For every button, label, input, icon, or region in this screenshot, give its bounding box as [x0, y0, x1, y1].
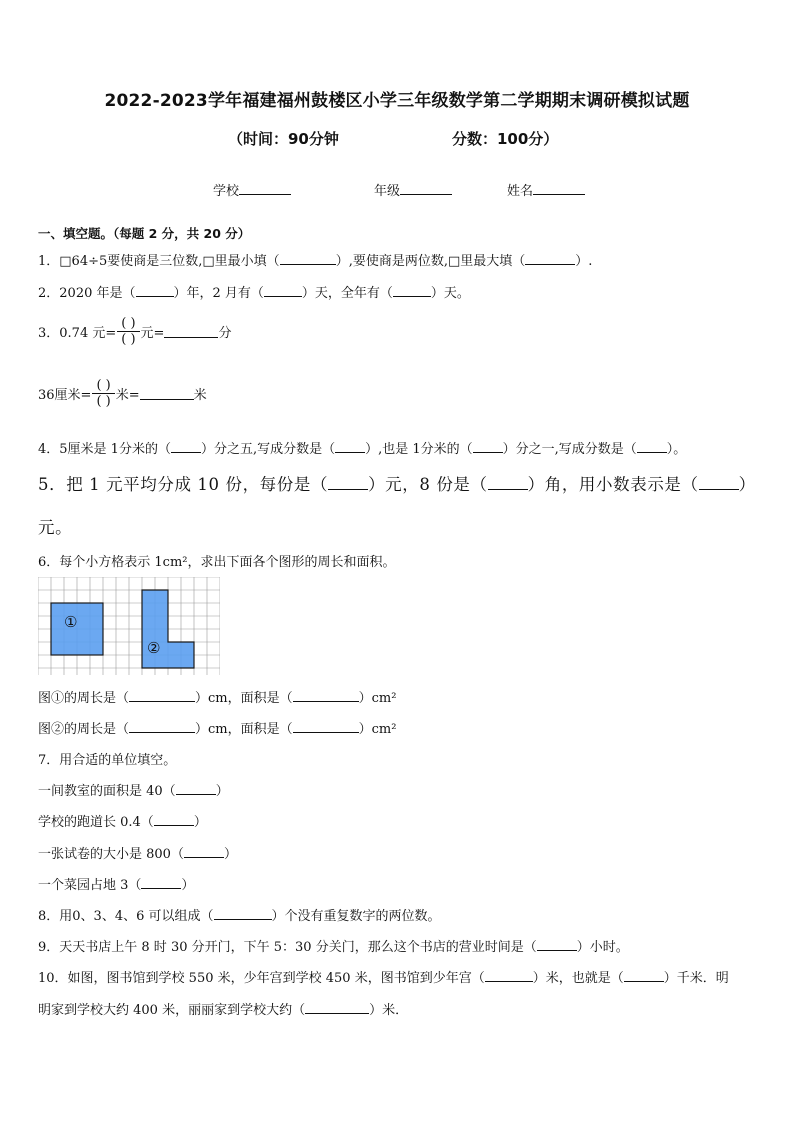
- exam-score: 分数：100分）: [452, 130, 559, 148]
- q10-blank-1[interactable]: [485, 969, 533, 982]
- q7b-text: 学校的跑道长 0.4（: [38, 815, 154, 830]
- q6-l2-text-c: ）cm²: [358, 722, 397, 737]
- question-5-continued: 元。: [38, 518, 73, 537]
- q6-area-1-blank[interactable]: [293, 689, 359, 702]
- section-fill-in-title: 一、填空题。（每题 2 分，共 20 分）: [38, 226, 251, 241]
- q5-text-c: ）角，用小数表示是（: [527, 475, 699, 494]
- question-6: 6．每个小方格表示 1cm²，求出下面各个图形的周长和面积。: [38, 555, 396, 570]
- q2-text-d: ）天。: [430, 286, 470, 301]
- q3b-text-c: 米: [193, 388, 207, 403]
- school-label: 学校: [213, 184, 240, 199]
- q2-blank-3[interactable]: [393, 284, 431, 297]
- question-10: [38, 967, 729, 986]
- question-7c: [38, 843, 237, 862]
- exam-time: （时间：90分钟: [228, 130, 339, 148]
- q7b-close: ）: [193, 815, 207, 830]
- q4-text-b: ）分之五,写成分数是（: [200, 442, 336, 457]
- grade-line: [400, 182, 452, 195]
- question-1: [38, 250, 592, 269]
- question-7a: [38, 780, 229, 799]
- q6-perimeter-1-blank[interactable]: [129, 689, 195, 702]
- q6-l1-text-a: 图①的周长是（: [38, 691, 130, 706]
- q2-blank-1[interactable]: [136, 284, 174, 297]
- q3-blank[interactable]: [164, 325, 218, 338]
- q9-text-a: 9．天天书店上午 8 时 30 分开门，下午 5：30 分关门，那么这个书店的营业时间是（: [38, 940, 537, 955]
- question-4: [38, 438, 686, 457]
- q2-text-c: ）天，全年有（: [301, 286, 393, 301]
- q3-denominator: ( ): [121, 332, 136, 347]
- q5-text-a: 5．把 1 元平均分成 10 份，每份是（: [38, 475, 329, 494]
- grade-label: 年级: [374, 184, 401, 199]
- q7b-blank[interactable]: [154, 813, 194, 826]
- q7a-text: 一间教室的面积是 40（: [38, 784, 176, 799]
- question-9: [38, 936, 629, 955]
- q10-text-e: ）米．: [369, 1003, 409, 1018]
- q9-blank[interactable]: [537, 938, 577, 951]
- q4-text-a: 4．5厘米是 1分米的（: [38, 442, 171, 457]
- name-field[interactable]: [507, 180, 585, 199]
- q4-text-d: ）分之一,写成分数是（: [502, 442, 637, 457]
- exam-title: 2022-2023学年福建福州鼓楼区小学三年级数学第二学期期末调研模拟试题: [104, 91, 690, 111]
- q3b-text-b: 米=: [115, 388, 140, 403]
- q3-text-b: 元=: [140, 326, 165, 341]
- question-3: [38, 316, 231, 347]
- q7c-close: ）: [223, 847, 237, 862]
- q6-l1-text-b: ）cm，面积是（: [195, 691, 293, 706]
- q4-blank-3[interactable]: [473, 440, 503, 453]
- name-line: [533, 182, 585, 195]
- q6-l2-text-b: ）cm，面积是（: [195, 722, 293, 737]
- q3-fraction[interactable]: [117, 316, 139, 347]
- question-7: 7．用合适的单位填空。: [38, 753, 177, 768]
- q9-text-b: ）小时。: [576, 940, 629, 955]
- question-6-line-2: [38, 718, 396, 737]
- q10-blank-2[interactable]: [624, 969, 664, 982]
- q4-text-e: ）。: [666, 442, 687, 457]
- figure-2-label: ②: [147, 639, 161, 657]
- q10-text-d: 明家到学校大约 400 米，丽丽家到学校大约（: [38, 1003, 306, 1018]
- question-6-line-1: [38, 687, 396, 706]
- q4-blank-4[interactable]: [637, 440, 667, 453]
- q2-text-b: ）年，2 月有（: [173, 286, 264, 301]
- q1-text-a: 1．□64÷5要使商是三位数,□里最小填（: [38, 254, 280, 269]
- q10-text-c: ）千米．明: [663, 971, 729, 986]
- question-8: [38, 905, 441, 924]
- q1-blank-1[interactable]: [280, 252, 336, 265]
- name-label: 姓名: [507, 184, 534, 199]
- q3b-fraction[interactable]: [92, 378, 114, 409]
- q3b-text-a: 36厘米=: [38, 388, 92, 403]
- q8-text-b: ）个没有重复数字的两位数。: [271, 909, 441, 924]
- grade-field[interactable]: [374, 180, 452, 199]
- q1-text-c: ）.: [575, 254, 593, 269]
- q3-text-c: 分: [218, 326, 232, 341]
- grid-figure: [38, 577, 220, 675]
- q4-blank-2[interactable]: [335, 440, 365, 453]
- question-7b: [38, 811, 207, 830]
- q8-blank[interactable]: [214, 907, 272, 920]
- q5-blank-2[interactable]: [488, 474, 528, 490]
- q6-l2-text-a: 图②的周长是（: [38, 722, 130, 737]
- q10-blank-3[interactable]: [305, 1001, 369, 1014]
- figure-1-label: ①: [64, 613, 78, 631]
- q6-area-2-blank[interactable]: [293, 720, 359, 733]
- school-field[interactable]: [213, 180, 291, 199]
- q3b-blank[interactable]: [140, 387, 194, 400]
- question-3b: [38, 378, 207, 409]
- q8-text-a: 8．用0、3、4、6 可以组成（: [38, 909, 214, 924]
- q7d-blank[interactable]: [141, 876, 181, 889]
- question-10-continued: [38, 999, 408, 1018]
- q7c-blank[interactable]: [184, 845, 224, 858]
- q6-l1-text-c: ）cm²: [358, 691, 397, 706]
- q1-text-b: ）,要使商是两位数,□里最大填（: [335, 254, 526, 269]
- question-7d: [38, 874, 194, 893]
- question-5: [38, 471, 756, 495]
- school-line: [239, 182, 291, 195]
- q5-text-b: ）元，8 份是（: [368, 475, 488, 494]
- q7a-blank[interactable]: [176, 782, 216, 795]
- question-2: [38, 282, 470, 301]
- q4-text-c: ）,也是 1分米的（: [365, 442, 473, 457]
- q4-blank-1[interactable]: [171, 440, 201, 453]
- q5-blank-1[interactable]: [328, 474, 368, 490]
- q7a-close: ）: [215, 784, 229, 799]
- q5-blank-3[interactable]: [699, 474, 739, 490]
- q5-text-d: ）: [738, 475, 756, 494]
- q2-text-a: 2．2020 年是（: [38, 286, 136, 301]
- q10-text-a: 10．如图，图书馆到学校 550 米，少年宫到学校 450 米，图书馆到少年宫（: [38, 971, 485, 986]
- q6-perimeter-2-blank[interactable]: [129, 720, 195, 733]
- q3-text-a: 3．0.74 元=: [38, 326, 117, 341]
- q3b-numerator: ( ): [92, 378, 114, 394]
- q3b-denominator: ( ): [96, 394, 111, 409]
- q7d-close: ）: [181, 878, 195, 893]
- q10-text-b: ）米，也就是（: [532, 971, 624, 986]
- q1-blank-2[interactable]: [525, 252, 575, 265]
- q7c-text: 一张试卷的大小是 800（: [38, 847, 184, 862]
- q7d-text: 一个菜园占地 3（: [38, 878, 142, 893]
- q3-numerator: ( ): [117, 316, 139, 332]
- q2-blank-2[interactable]: [264, 284, 302, 297]
